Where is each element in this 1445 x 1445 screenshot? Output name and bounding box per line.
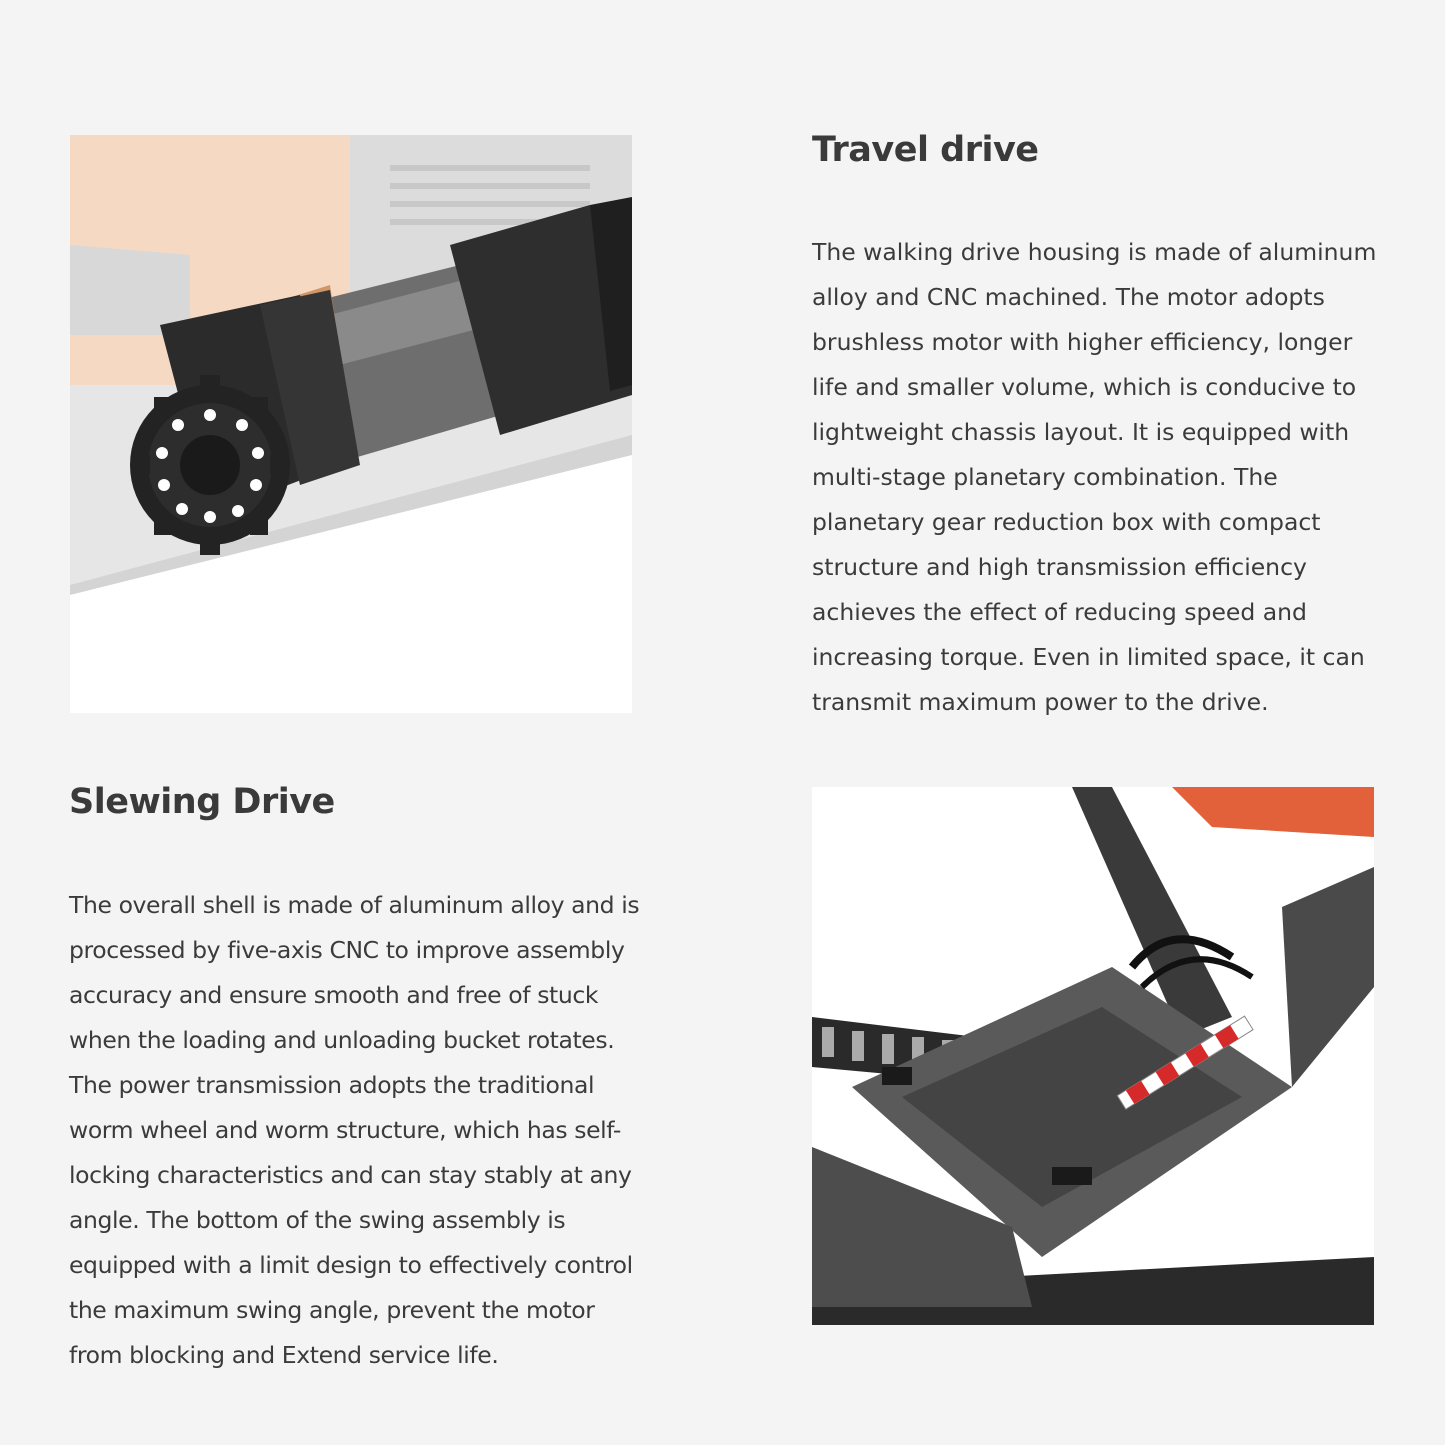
travel-drive-title: Travel drive: [812, 130, 1039, 170]
slewing-drive-description: The overall shell is made of aluminum alloy and is processed by five-axis CNC to improve assembly accuracy and ensure smooth and free of stuck when the loading and unloading bucket rotates. The power transmission adopts the traditional worm wheel and worm structure, which has self-locking characteristics and can stay stably at any angle. The bottom of the swing assembly is equipped with a limit design to effectively control the maximum swing angle, prevent the motor from blocking and Extend service life.: [69, 891, 640, 1369]
travel-drive-description: The walking drive housing is made of aluminum alloy and CNC machined. The motor adopts brushless motor with higher efficiency, longer life and smaller volume, which is conducive to lightweight chassis layout. It is equipped with multi-stage planetary combination. The planetary gear reduction box with compact structure and high transmission efficiency achieves the effect of reducing speed and increasing torque. Even in limited space, it can transmit maximum power to the drive.: [812, 238, 1377, 716]
slewing-drive-illustration: [812, 787, 1374, 1325]
travel-drive-illustration: [70, 135, 632, 713]
travel-drive-image: [70, 135, 632, 713]
slewing-drive-title: Slewing Drive: [69, 782, 335, 822]
slewing-drive-image: [812, 787, 1374, 1325]
